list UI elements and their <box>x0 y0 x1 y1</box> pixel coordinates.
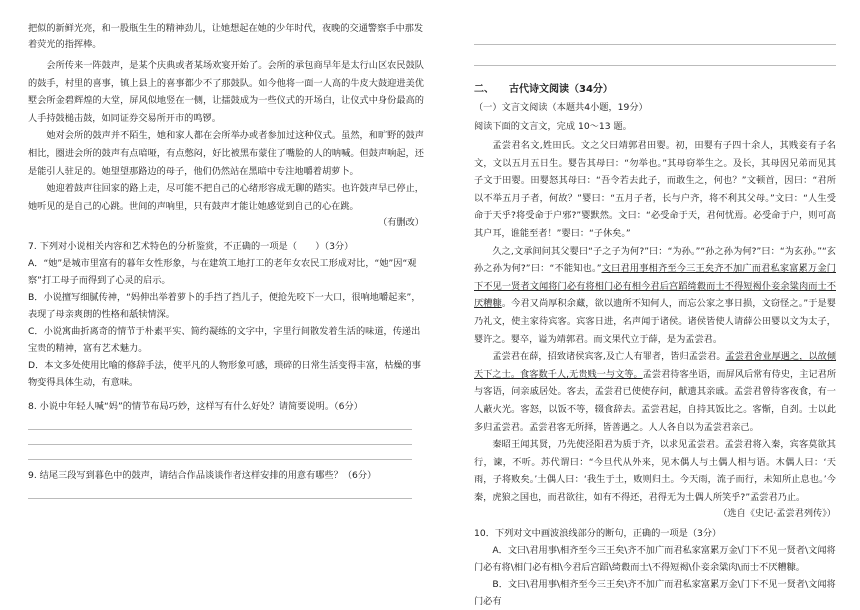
reading-instruction: 阅读下面的文言文，完成 10～13 题。 <box>474 121 632 132</box>
question-7-option-a: A．“她”是城市里富有的暮年女性形象，与在建筑工地打工的老年女农民工形成对比，“她”因“观察”打工母子而得到了心灵的启示。 <box>28 258 417 287</box>
question-7-option-b: B．小说擅写细腻传神，“妈伸出举着萝卜的手挡了挡儿子，便抢先咬下一大口，很响地嚼起来”，表现了母亲爽朗的性格和舐犊情深。 <box>28 292 421 321</box>
answer-line[interactable] <box>28 445 412 460</box>
question-9-stem: 9. 结尾三段写到暮色中的鼓声，请结合作品谈谈作者这样安排的用意有哪些？（6分） <box>28 470 377 482</box>
underlined-passage: 文曰君用事相齐至今三王矣齐不加广而君私家富累万金门下不见一贤者文闻将门必有将相门必有相今君后宫蹈绮縠而士不得短褐仆妾余粱肉而士不厌糟糠 <box>474 263 836 310</box>
paragraph-text: 孟尝君在薛，招致诸侯宾客,及亡人有罪者，皆归孟尝君。 <box>492 351 726 363</box>
subsection-title: （一）文言文阅读（本题共4小题，19分） <box>474 102 648 113</box>
answer-line[interactable] <box>28 484 412 499</box>
answer-line[interactable] <box>474 30 836 45</box>
story-paragraph: 她迎着鼓声往回家的路上走，尽可能不把自己的心绪形容成无聊的踏实。也许鼓声早已停止，她听见的是自己的心跳。世间的声响里，只有鼓声才能让她感觉到自己的心在跳。 <box>28 183 424 212</box>
question-10-option-b: B．文曰\君用事\相齐至今三王矣\齐不加广而君私家富累万金\门下不见一贤者\文闻将门必有 <box>474 579 836 608</box>
classical-paragraph: 孟尝君名文,姓田氏。文之父曰靖郭君田婴。初，田婴有子四十余人，其贱妾有子名文，文以五月五日生。婴告其母曰：“勿举也。”其母窃举生之。及长，其母因兄弟而见其子文于田婴。田婴怒其母曰：“吾令若去此子，而敢生之，何也？”文顿首，因曰：“君所以不举五月子者，何故？”婴曰：“五月子者，长与户齐，将不利其父母。”文曰：“人生受命于天乎?将受命于户邪?”婴默然。文曰：“必受命于天，君何忧焉。必受命于户，则可高其户耳，谁能至者！”婴曰：“子休矣。” <box>474 140 836 239</box>
story-source: （有删改） <box>378 217 424 229</box>
question-10-option-a: A．文曰\君用事\相齐至今三王矣\齐不加广而君私家富累万金\门下不见一贤者\文闻将门必有将\相门必有相\今君后宫蹈\绮縠而士\不得短褐\仆妾余粱肉\而士不厌糟糠。 <box>474 545 836 574</box>
intro-line-1: 把似的新鲜光亮，和一股瓶生生的精神劲儿，让她想起在她的少年时代，夜晚的交通警察手中那发 <box>28 23 424 34</box>
right-column <box>474 0 836 610</box>
left-column <box>28 0 424 499</box>
underlined-passage: 孟尝君舍业厚遇之，以故倾天下之士。食客数千人,无贵贱一与文等。 <box>474 351 837 380</box>
answer-line[interactable] <box>28 430 412 445</box>
paragraph-text: 久之,文承间问其父婴曰“子之子为何?”曰：“为孙。”“孙之孙为何?”曰：“为玄孙。”“玄孙之孙为何?”曰：“不能知也。” <box>474 245 836 275</box>
answer-line[interactable] <box>474 51 836 66</box>
intro-line-2: 着荧光的指挥棒。 <box>28 39 102 50</box>
classical-paragraph: 秦昭王闻其贤，乃先使泾阳君为质于齐，以求见孟尝君。孟尝君将入秦，宾客莫欲其行，谏，不听。苏代谓曰：“今旦代从外来，见木偶人与土偶人相与语。木偶人曰：‘天雨，子将败矣。’土偶人曰：‘我生于土，败则归土。今天雨，流子而行，未知所止息也。’今秦，虎狼之国也，而君欲往，如有不得还，君得无为土偶人所笑乎?”孟尝君乃止。 <box>474 439 836 503</box>
question-7-option-c: C．小说寓曲折离奇的情节于朴素平实、简约凝练的文字中，字里行间散发着生活的味道，传递出宝贵的精神，富有艺术魅力。 <box>28 326 421 355</box>
classical-source: （选自《史记·孟尝君列传》） <box>718 508 836 520</box>
story-paragraph: 会所传来一阵鼓声，是某个庆典或者某场欢宴开始了。会所的承包商早年是太行山区农民鼓队的鼓手，村里的喜事，镇上县上的喜事都少不了那鼓队。如今他将一面一人高的牛皮大鼓迎进美优墅会所金碧辉煌的大堂，屏风似地竖在一侧，让擂鼓成为一些仪式的开场白，让仪式中身份最高的人手持鼓槌击鼓，如同证券交易所开市的鸣锣。 <box>28 60 424 124</box>
paragraph-text: 孟尝君待客坐语，而屏风后常有侍史，主记君所与客语，问亲戚居处。客去，孟尝君已使使存问，献遗其亲戚。孟尝君曾待客夜食，有一人蔽火光。客怒，以饭不等，辍食辞去。孟尝君起，自持其饭比之。客惭，自刭。士以此多归孟尝君。孟尝君客无所择，皆善遇之。人人各自以为孟尝君亲己。 <box>474 368 837 433</box>
question-10-stem: 10．下列对文中画波浪线部分的断句，正确的一项是（3分） <box>474 528 722 540</box>
section-title: 二、 古代诗文阅读（34分） <box>474 84 613 95</box>
answer-line[interactable] <box>28 415 412 430</box>
classical-paragraph <box>474 243 836 349</box>
question-8-stem: 8. 小说中年轻人喊“妈”的情节布局巧妙，这样写有什么好处？请简要说明。（6分） <box>28 401 363 413</box>
story-paragraph: 她对会所的鼓声并不陌生，她和家人都在会所举办或者参加过这种仪式。虽然，和旷野的鼓声相比，圈进会所的鼓声有点喑哑，有点憋闷，好比被黑布蒙住了嘴脸的人的呐喊。但鼓声响起，还是能引人驻足的。她望望那路边的母子，他们仍然站在黑暗中专注地嚼着胡萝卜。 <box>28 130 424 177</box>
classical-paragraph <box>474 348 836 436</box>
paragraph-text: 。今君又尚厚积余藏，欲以遗所不知何人，而忘公家之事日损，文窃怪之。”于是婴乃礼文，使主家待宾客。宾客日进，名声闻于诸侯。诸侯皆使人请薛公田婴以文为太子，婴许之。婴卒，谥为靖郭君。而文果代立于薛，是为孟尝君。 <box>474 298 836 345</box>
question-7-option-d: D．本文多处使用比喻的修辞手法，使平凡的人物形象可感，琐碎的日常生活变得丰富，枯燥的事物变得具体生动，有意味。 <box>28 360 421 389</box>
question-7-stem: 7. 下列对小说相关内容和艺术特色的分析鉴赏，不正确的一项是（ ）（3分） <box>28 241 354 253</box>
